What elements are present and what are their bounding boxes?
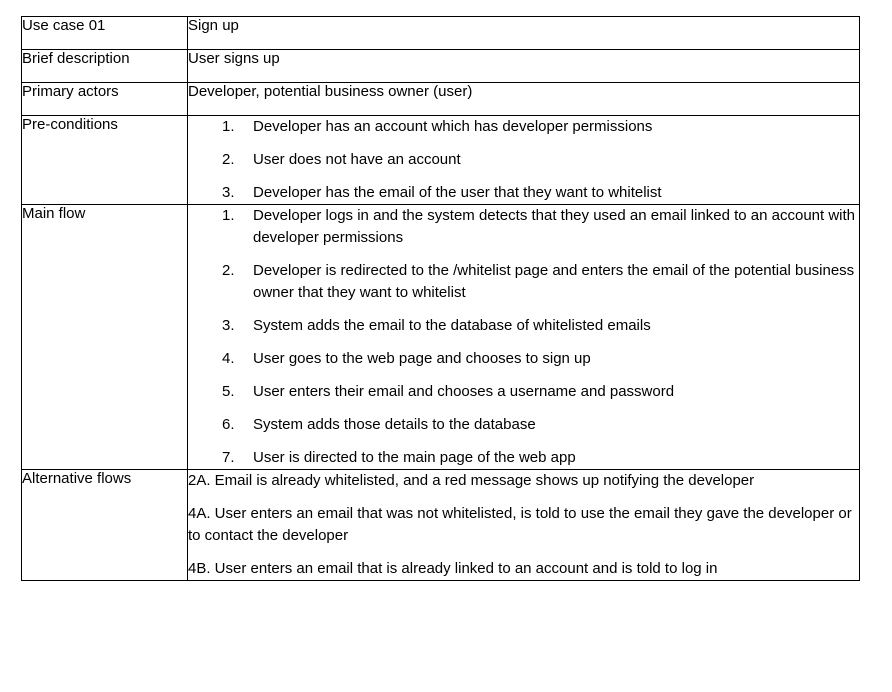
use-case-value: Sign up (188, 17, 860, 50)
pre-conditions-list (188, 116, 859, 204)
list-number: 7. (222, 449, 235, 466)
list-number: 6. (222, 416, 235, 433)
use-case-label: Use case 01 (22, 17, 188, 50)
main-flow-row (22, 205, 860, 470)
list-text: System adds those details to the database (253, 416, 536, 433)
list-number: 2. (222, 151, 235, 168)
brief-description-value: User signs up (188, 50, 860, 83)
main-flow-label: Main flow (22, 205, 188, 470)
list-number: 5. (222, 383, 235, 400)
list-item (222, 116, 859, 138)
list-text: User enters their email and chooses a username and password (253, 383, 675, 400)
alternative-flows-label: Alternative flows (22, 470, 188, 581)
pre-conditions-label: Pre-conditions (22, 116, 188, 205)
list-text: Developer has an account which has developer permissions (253, 118, 653, 135)
list-number: 4. (222, 350, 235, 367)
list-number: 3. (222, 317, 235, 334)
list-number: 3. (222, 184, 235, 201)
alternative-flow-item: 4A. User enters an email that was not whitelisted, is told to use the email they gave the developer or to contact the developer (188, 505, 852, 544)
list-item (222, 260, 859, 304)
alternative-flow-item: 2A. Email is already whitelisted, and a red message shows up notifying the developer (188, 472, 755, 489)
list-item (222, 182, 859, 204)
list-text: Developer has the email of the user that they want to whitelist (253, 184, 662, 201)
list-text: User goes to the web page and chooses to sign up (253, 350, 591, 367)
alternative-flows-value (188, 470, 860, 581)
pre-conditions-row (22, 116, 860, 205)
list-number: 1. (222, 207, 235, 224)
list-item (222, 315, 859, 337)
list-number: 2. (222, 262, 235, 279)
use-case-row (22, 17, 860, 50)
list-number: 1. (222, 118, 235, 135)
list-text: User is directed to the main page of the web app (253, 449, 576, 466)
brief-description-row (22, 50, 860, 83)
primary-actors-row (22, 83, 860, 116)
list-text: Developer is redirected to the /whitelist page and enters the email of the potential business owner that they want to whitelist (253, 262, 855, 301)
alternative-flows-row (22, 470, 860, 581)
list-item (222, 348, 859, 370)
use-case-table (21, 16, 860, 581)
list-text: System adds the email to the database of whitelisted emails (253, 317, 651, 334)
list-item (222, 447, 859, 469)
list-item (222, 381, 859, 403)
list-text: Developer logs in and the system detects that they used an email linked to an account with developer permissions (253, 207, 856, 246)
list-item (222, 205, 859, 249)
brief-description-label: Brief description (22, 50, 188, 83)
primary-actors-value: Developer, potential business owner (user) (188, 83, 860, 116)
main-flow-value (188, 205, 860, 470)
list-item (222, 414, 859, 436)
primary-actors-label: Primary actors (22, 83, 188, 116)
alternative-flow-item: 4B. User enters an email that is already linked to an account and is told to log in (188, 560, 718, 577)
main-flow-list (188, 205, 859, 469)
pre-conditions-value (188, 116, 860, 205)
list-item (222, 149, 859, 171)
list-text: User does not have an account (253, 151, 461, 168)
